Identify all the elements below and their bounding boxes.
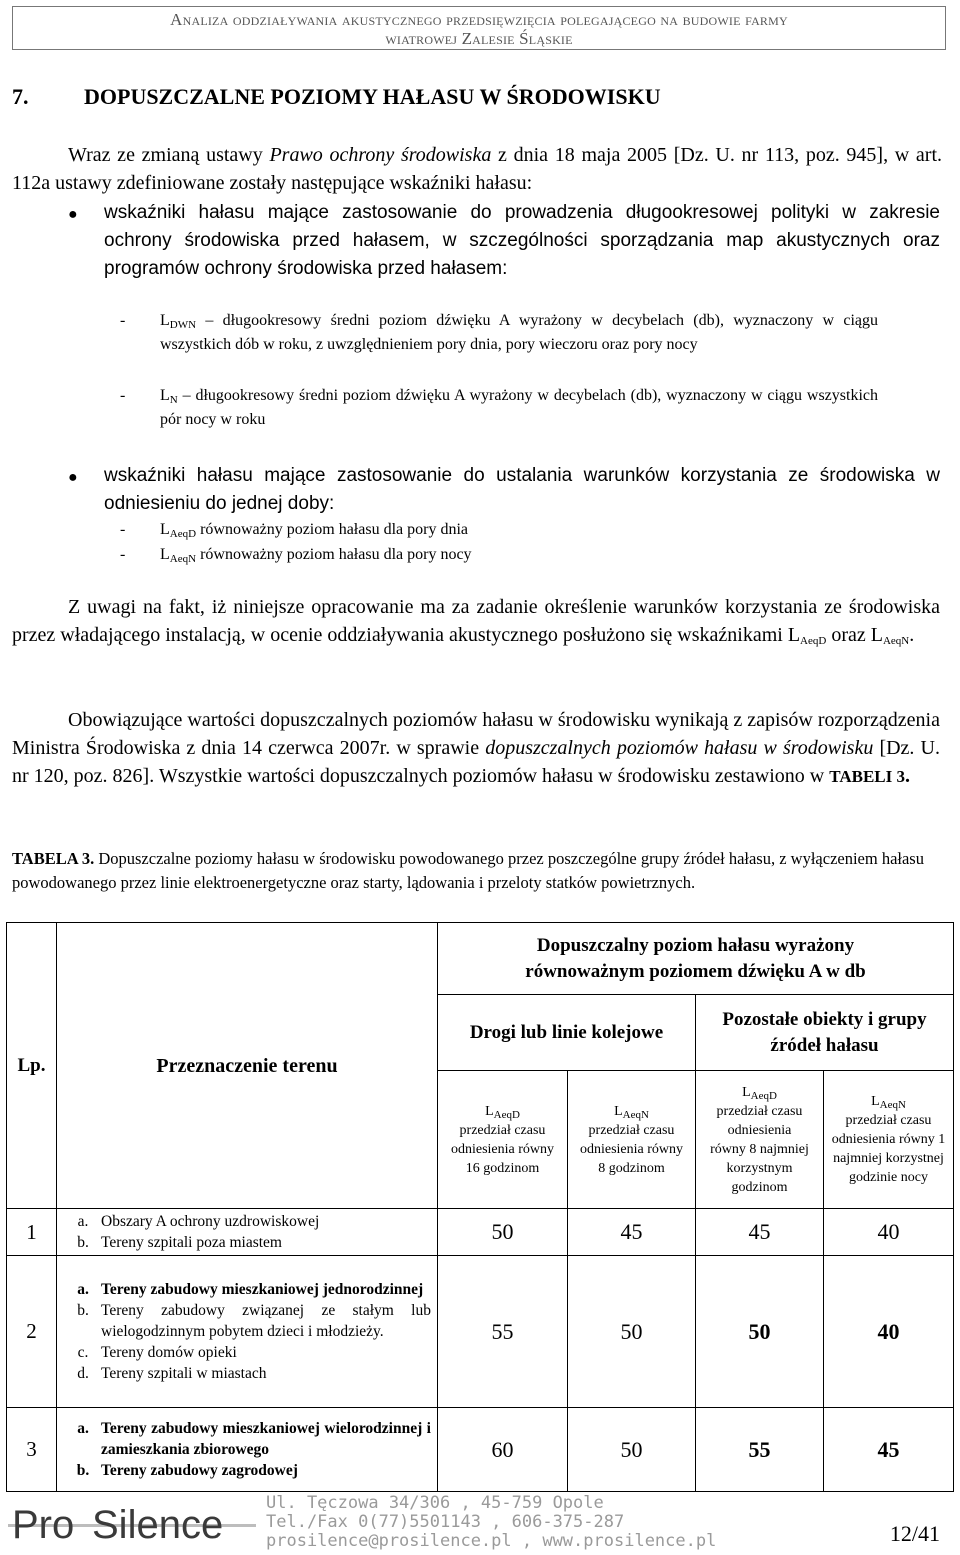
indicator-laeqd-text: równoważny poziom hałasu dla pory dnia	[196, 521, 468, 538]
indicator-laeqd	[160, 518, 860, 542]
intro-text-b: z dnia 18 maja 2005 [Dz. U. nr 113, poz. 945], w art. 112a ustawy zdefiniowane zostały następujące wskaźniki hałasu:	[12, 144, 943, 194]
noise-limits-table	[6, 922, 954, 1492]
item-text: Tereny zabudowy mieszkaniowej wielorodzinnej i zamieszkania zbiorowego	[101, 1420, 431, 1458]
logo-text-pro: Pro	[12, 1503, 75, 1547]
table-row	[7, 1256, 954, 1408]
caption-label: TABELA 3.	[12, 849, 95, 868]
footer-address	[266, 1494, 716, 1551]
list-item	[65, 1342, 431, 1363]
table-caption	[12, 847, 942, 895]
sym-sub: AeqD	[750, 1089, 777, 1102]
sym-l: L	[160, 387, 170, 404]
section-number: 7.	[12, 84, 29, 109]
header-pozostale: Pozostałe obiekty i grupy źródeł hałasu	[696, 995, 954, 1071]
item-text: Tereny zabudowy mieszkaniowej jednorodzinnej	[101, 1281, 424, 1298]
dash-4: -	[120, 546, 126, 563]
paragraph-3-b: [Dz. U. nr 120, poz. 826]. Wszystkie wartości dopuszczalnych poziomów hałasu w środowisku zestawiono w	[12, 737, 940, 787]
subheader-1	[438, 1071, 568, 1209]
header-line-1: Analiza oddziaływania akustycznego przedsięwzięcia polegającego na budowie farmy	[170, 10, 788, 29]
paragraph-3-a: Obowiązujące wartości dopuszczalnych poziomów hałasu w środowisku wynikają z zapisów rozporządzenia Ministra Środowiska z dnia 14 czerwca 2007r. w sprawie	[12, 709, 940, 759]
item-text: Tereny szpitali poza miastem	[101, 1234, 282, 1251]
paragraph-3	[12, 706, 940, 791]
footer-line-3: prosilence@prosilence.pl , www.prosilence.pl	[266, 1531, 717, 1551]
table-reference: TABELI 3	[829, 767, 905, 786]
value-cell: 40	[824, 1256, 954, 1408]
item-letter: b.	[77, 1302, 89, 1319]
sym-l: L	[485, 1103, 494, 1119]
value-cell: 50	[696, 1256, 824, 1408]
item-text: Tereny szpitali w miastach	[101, 1365, 267, 1382]
subheader-1-text: przedział czasu odniesienia równy 16 godzinom	[450, 1122, 555, 1176]
sym-sub: AeqN	[622, 1108, 649, 1121]
value-cell: 55	[438, 1256, 568, 1408]
footer-line-2: Tel./Fax 0(77)5501143 , 606-375-287	[266, 1512, 625, 1532]
header-main: Dopuszczalny poziom hałasu wyrażony równoważnym poziomem dźwięku A w db	[438, 923, 954, 995]
value-cell: 50	[438, 1209, 568, 1256]
row-przeznaczenie	[57, 1256, 438, 1408]
sym-sub: DWN	[169, 319, 197, 331]
item-text: Tereny domów opieki	[101, 1344, 237, 1361]
indicator-laeqn-text: równoważny poziom hałasu dla pory nocy	[196, 546, 472, 563]
dash-3: -	[120, 521, 126, 538]
value-cell: 45	[568, 1209, 696, 1256]
table-row	[7, 1408, 954, 1492]
item-letter: b.	[76, 1462, 90, 1479]
value-cell: 50	[568, 1408, 696, 1492]
row-przeznaczenie	[57, 1209, 438, 1256]
bullet-2-text: wskaźniki hałasu mające zastosowanie do ustalania warunków korzystania ze środowiska w odniesieniu do jednej doby:	[104, 465, 940, 514]
indicator-ldwn	[160, 309, 878, 357]
prosilence-logo	[8, 1494, 258, 1550]
sym-sub: AeqD	[800, 635, 827, 647]
paragraph-2	[12, 593, 940, 649]
item-text: Tereny zabudowy zagrodowej	[101, 1462, 298, 1479]
paragraph-3-end: .	[905, 765, 910, 787]
item-letter: b.	[77, 1234, 89, 1251]
sym-l: L	[870, 624, 883, 646]
item-letter: d.	[77, 1365, 89, 1382]
indicator-ln	[160, 384, 878, 432]
sym-l: L	[160, 546, 170, 563]
logo-text-silence: Silence	[92, 1503, 224, 1547]
value-cell: 45	[696, 1209, 824, 1256]
subheader-4-text: przedział czasu odniesienia równy 1 najmniej korzystnej godzinie nocy	[831, 1113, 946, 1185]
item-letter: a.	[77, 1213, 89, 1230]
value-cell: 55	[696, 1408, 824, 1492]
row-przeznaczenie	[57, 1408, 438, 1492]
paragraph-3-italic: dopuszczalnych poziomów hałasu w środowisku	[485, 737, 874, 759]
bullet-icon: ●	[68, 469, 78, 486]
sym-l: L	[742, 1084, 751, 1100]
sym-sub: AeqD	[493, 1108, 520, 1121]
intro-text-italic: Prawo ochrony środowiska	[269, 144, 492, 166]
sym-l: L	[160, 312, 170, 329]
sym-l: L	[871, 1094, 880, 1109]
item-letter: c.	[77, 1344, 89, 1361]
sym-l: L	[614, 1103, 623, 1119]
sym-l: L	[787, 624, 801, 646]
sym-sub: AeqN	[879, 1099, 906, 1111]
value-cell: 45	[824, 1408, 954, 1492]
header-drogi: Drogi lub linie kolejowe	[438, 995, 696, 1071]
document-header	[12, 6, 946, 50]
subheader-2	[568, 1071, 696, 1209]
dash-1: -	[120, 312, 126, 329]
item-letter: a.	[77, 1281, 89, 1298]
bullet-icon: ●	[68, 206, 78, 223]
caption-text: Dopuszczalne poziomy hałasu w środowisku powodowanego przez poszczególne grupy źródeł hałasu, z wyłączeniem hałasu powodowanego przez linie elektroenergetyczne oraz starty, lądowania i przeloty statków powietrznych.	[12, 849, 924, 892]
item-text: Obszary A ochrony uzdrowiskowej	[101, 1213, 320, 1230]
bullet-1-text: wskaźniki hałasu mające zastosowanie do prowadzenia długookresowej polityki w zakresie ochrony środowiska przed hałasem, w szczególności sporządzania map akustycznych oraz programów ochrony środowiska przed hałasem:	[104, 202, 940, 279]
value-cell: 50	[568, 1256, 696, 1408]
item-text: Tereny zabudowy związanej ze stałym lub wielogodzinnym pobytem dzieci i młodzieży.	[101, 1302, 431, 1340]
header-przeznaczenie: Przeznaczenie terenu	[57, 923, 438, 1209]
subheader-2-text: przedział czasu odniesienia równy 8 godzinom	[579, 1122, 684, 1176]
list-item	[65, 1363, 431, 1384]
value-cell: 60	[438, 1408, 568, 1492]
list-item	[65, 1211, 431, 1232]
indicator-ldwn-text: – długookresowy średni poziom dźwięku A wyrażony w decybelach (db), wyznaczony w ciągu wszystkich dób w roku, z uwzględnieniem pory dnia, pory wieczoru oraz pory nocy	[160, 312, 878, 353]
table-row	[7, 1209, 954, 1256]
intro-text-a: Wraz ze zmianą ustawy	[68, 144, 270, 166]
paragraph-2-text: Z uwagi na fakt, iż niniejsze opracowanie ma za zadanie określenie warunków korzystania ze środowiska przez władającego instalacją, w ocenie oddziaływania akustycznego posłużono się wskaźnikami	[12, 596, 940, 646]
table-header-row-1	[7, 923, 954, 995]
sym-l: L	[160, 521, 170, 538]
indicator-ln-text: – długookresowy średni poziom dźwięku A wyrażony w decybelach (db), wyznaczony w ciągu wszystkich pór nocy w roku	[160, 387, 878, 428]
sym-sub: N	[169, 394, 178, 406]
list-item	[65, 1418, 431, 1460]
logo-graphic	[8, 1494, 258, 1550]
section-title-text: DOPUSZCZALNE POZIOMY HAŁASU W ŚRODOWISKU	[84, 84, 661, 109]
paragraph-2-mid: oraz	[826, 624, 871, 646]
row-lp: 3	[7, 1408, 57, 1492]
subheader-3	[696, 1071, 824, 1209]
footer-line-1: Ul. Tęczowa 34/306 , 45-759 Opole	[266, 1493, 604, 1513]
intro-paragraph	[12, 141, 942, 197]
value-cell: 40	[824, 1209, 954, 1256]
sym-sub: AeqN	[169, 553, 197, 565]
list-item	[65, 1460, 431, 1481]
row-lp: 2	[7, 1256, 57, 1408]
header-line-2: wiatrowej Zalesie Śląskie	[385, 29, 573, 48]
list-item	[65, 1232, 431, 1253]
sym-sub: AeqD	[169, 528, 197, 540]
page-number: 12/41	[889, 1521, 940, 1546]
subheader-3-text: przedział czasu odniesienia równy 8 najmniej korzystnym godzinom	[710, 1103, 809, 1195]
sym-sub: AeqN	[882, 635, 910, 647]
list-item	[65, 1300, 431, 1342]
row-lp: 1	[7, 1209, 57, 1256]
header-lp: Lp.	[7, 923, 57, 1209]
list-item	[65, 1279, 431, 1300]
item-letter: a.	[77, 1420, 89, 1437]
indicator-laeqn	[160, 543, 860, 567]
paragraph-2-end: .	[909, 624, 915, 646]
section-title	[12, 84, 661, 110]
dash-2: -	[120, 387, 126, 404]
subheader-4	[824, 1071, 954, 1209]
